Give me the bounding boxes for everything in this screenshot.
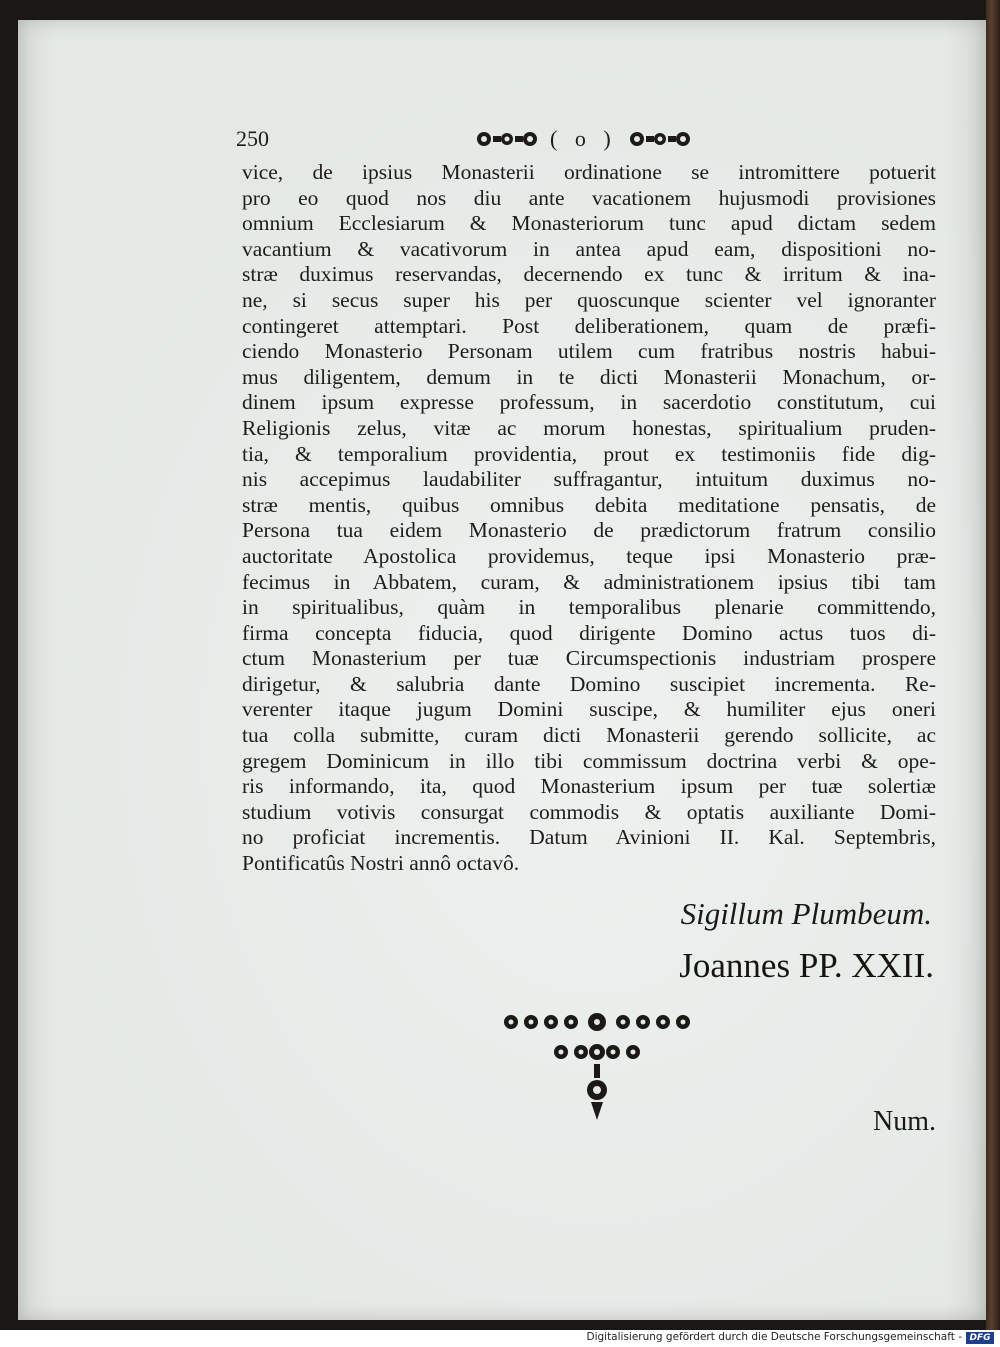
text-line: Pontificatûs Nostri annô octavô. [242,851,520,876]
text-line: omnium Ecclesiarum & Monasteriorum tunc apud dictam sedem [242,211,936,236]
text-line: mus diligentem, demum in te dicti Monasterii Monachum, or- [242,364,936,389]
text-line: studium votivis consurgat commodis & optatis auxiliante Domi- [242,799,936,824]
text-line: dirigetur, & salubria dante Domino suscipiet incrementa. Re- [242,671,936,696]
text-line: tua colla submitte, curam dicti Monasterii gerendo sollicite, ac [242,723,936,748]
header-center-mark: ( o ) [550,126,617,151]
text-line: vacantium & vacativorum in antea apud eam, dispositioni no- [242,236,936,261]
text-line: ris informando, ita, quod Monasterium ipsum per tuæ solertiæ [242,774,936,799]
text-line: fecimus in Abbatem, curam, & administrationem ipsius tibi tam [242,569,936,594]
book-edge [986,0,1000,1330]
text-line: nis accepimus laudabiliter suffragantur, intuitum duximus no- [242,467,936,492]
text-line: gregem Dominicum in illo tibi commissum doctrina verbi & ope- [242,748,936,773]
page-number: 250 [236,126,269,151]
papal-signature: Joannes PP. XXII. [679,946,934,985]
text-line: vice, de ipsius Monasterii ordinatione se intromittere potuerit [242,160,936,184]
text-line: auctoritate Apostolica providemus, teque ipsi Monasterio præ- [242,543,936,568]
text-line: in spiritualibus, quàm in temporalibus plenarie committendo, [242,595,936,620]
footer-bar [0,1330,1000,1347]
text-line: firma concepta fiducia, quod dirigente Domino actus tuos di- [242,620,936,645]
text-line: stræ duximus reservandas, decernendo ex tunc & irritum & ina- [242,262,936,287]
text-line: contingeret attemptari. Post deliberationem, quam de præfi- [242,313,936,338]
text-line: dinem ipsum expresse professum, in sacerdotio constitutum, cui [242,390,936,415]
floral-ornament-icon [474,127,540,151]
dfg-logo-icon[interactable]: DFG [966,1332,994,1344]
text-line: stræ mentis, quibus omnibus debita meditatione pensatis, de [242,492,936,517]
page-header [236,124,956,158]
footer-credit: Digitalisierung gefördert durch die Deutsche Forschungsgemeinschaft - [586,1331,962,1343]
text-line: pro eo quod nos diu ante vacationem hujusmodi provisiones [242,185,936,210]
text-line: no proficiat incrementis. Datum Avinioni II. Kal. Septembris, [242,825,936,850]
header-ornament [474,124,693,154]
text-line: ciendo Monasterio Personam utilem cum fratribus nostris habui- [242,339,936,364]
text-line: Persona tua eidem Monasterio de prædictorum fratrum consilio [242,518,936,543]
text-line: ne, si secus super his per quoscunque scienter vel ignoranter [242,287,936,312]
text-line: verenter itaque jugum Domini suscipe, & humiliter ejus oneri [242,697,936,722]
tailpiece-ornament-icon [497,1010,697,1130]
catchword: Num. [873,1106,936,1137]
body-text [242,160,936,877]
text-line: ctum Monasterium per tuæ Circumspectionis industriam prospere [242,646,936,671]
text-line: Religionis zelus, vitæ ac morum honestas, spiritualium pruden- [242,415,936,440]
sigillum-line: Sigillum Plumbeum. [680,896,932,931]
text-line: tia, & temporalium providentia, prout ex testimoniis fide dig- [242,441,936,466]
floral-ornament-icon [627,127,693,151]
